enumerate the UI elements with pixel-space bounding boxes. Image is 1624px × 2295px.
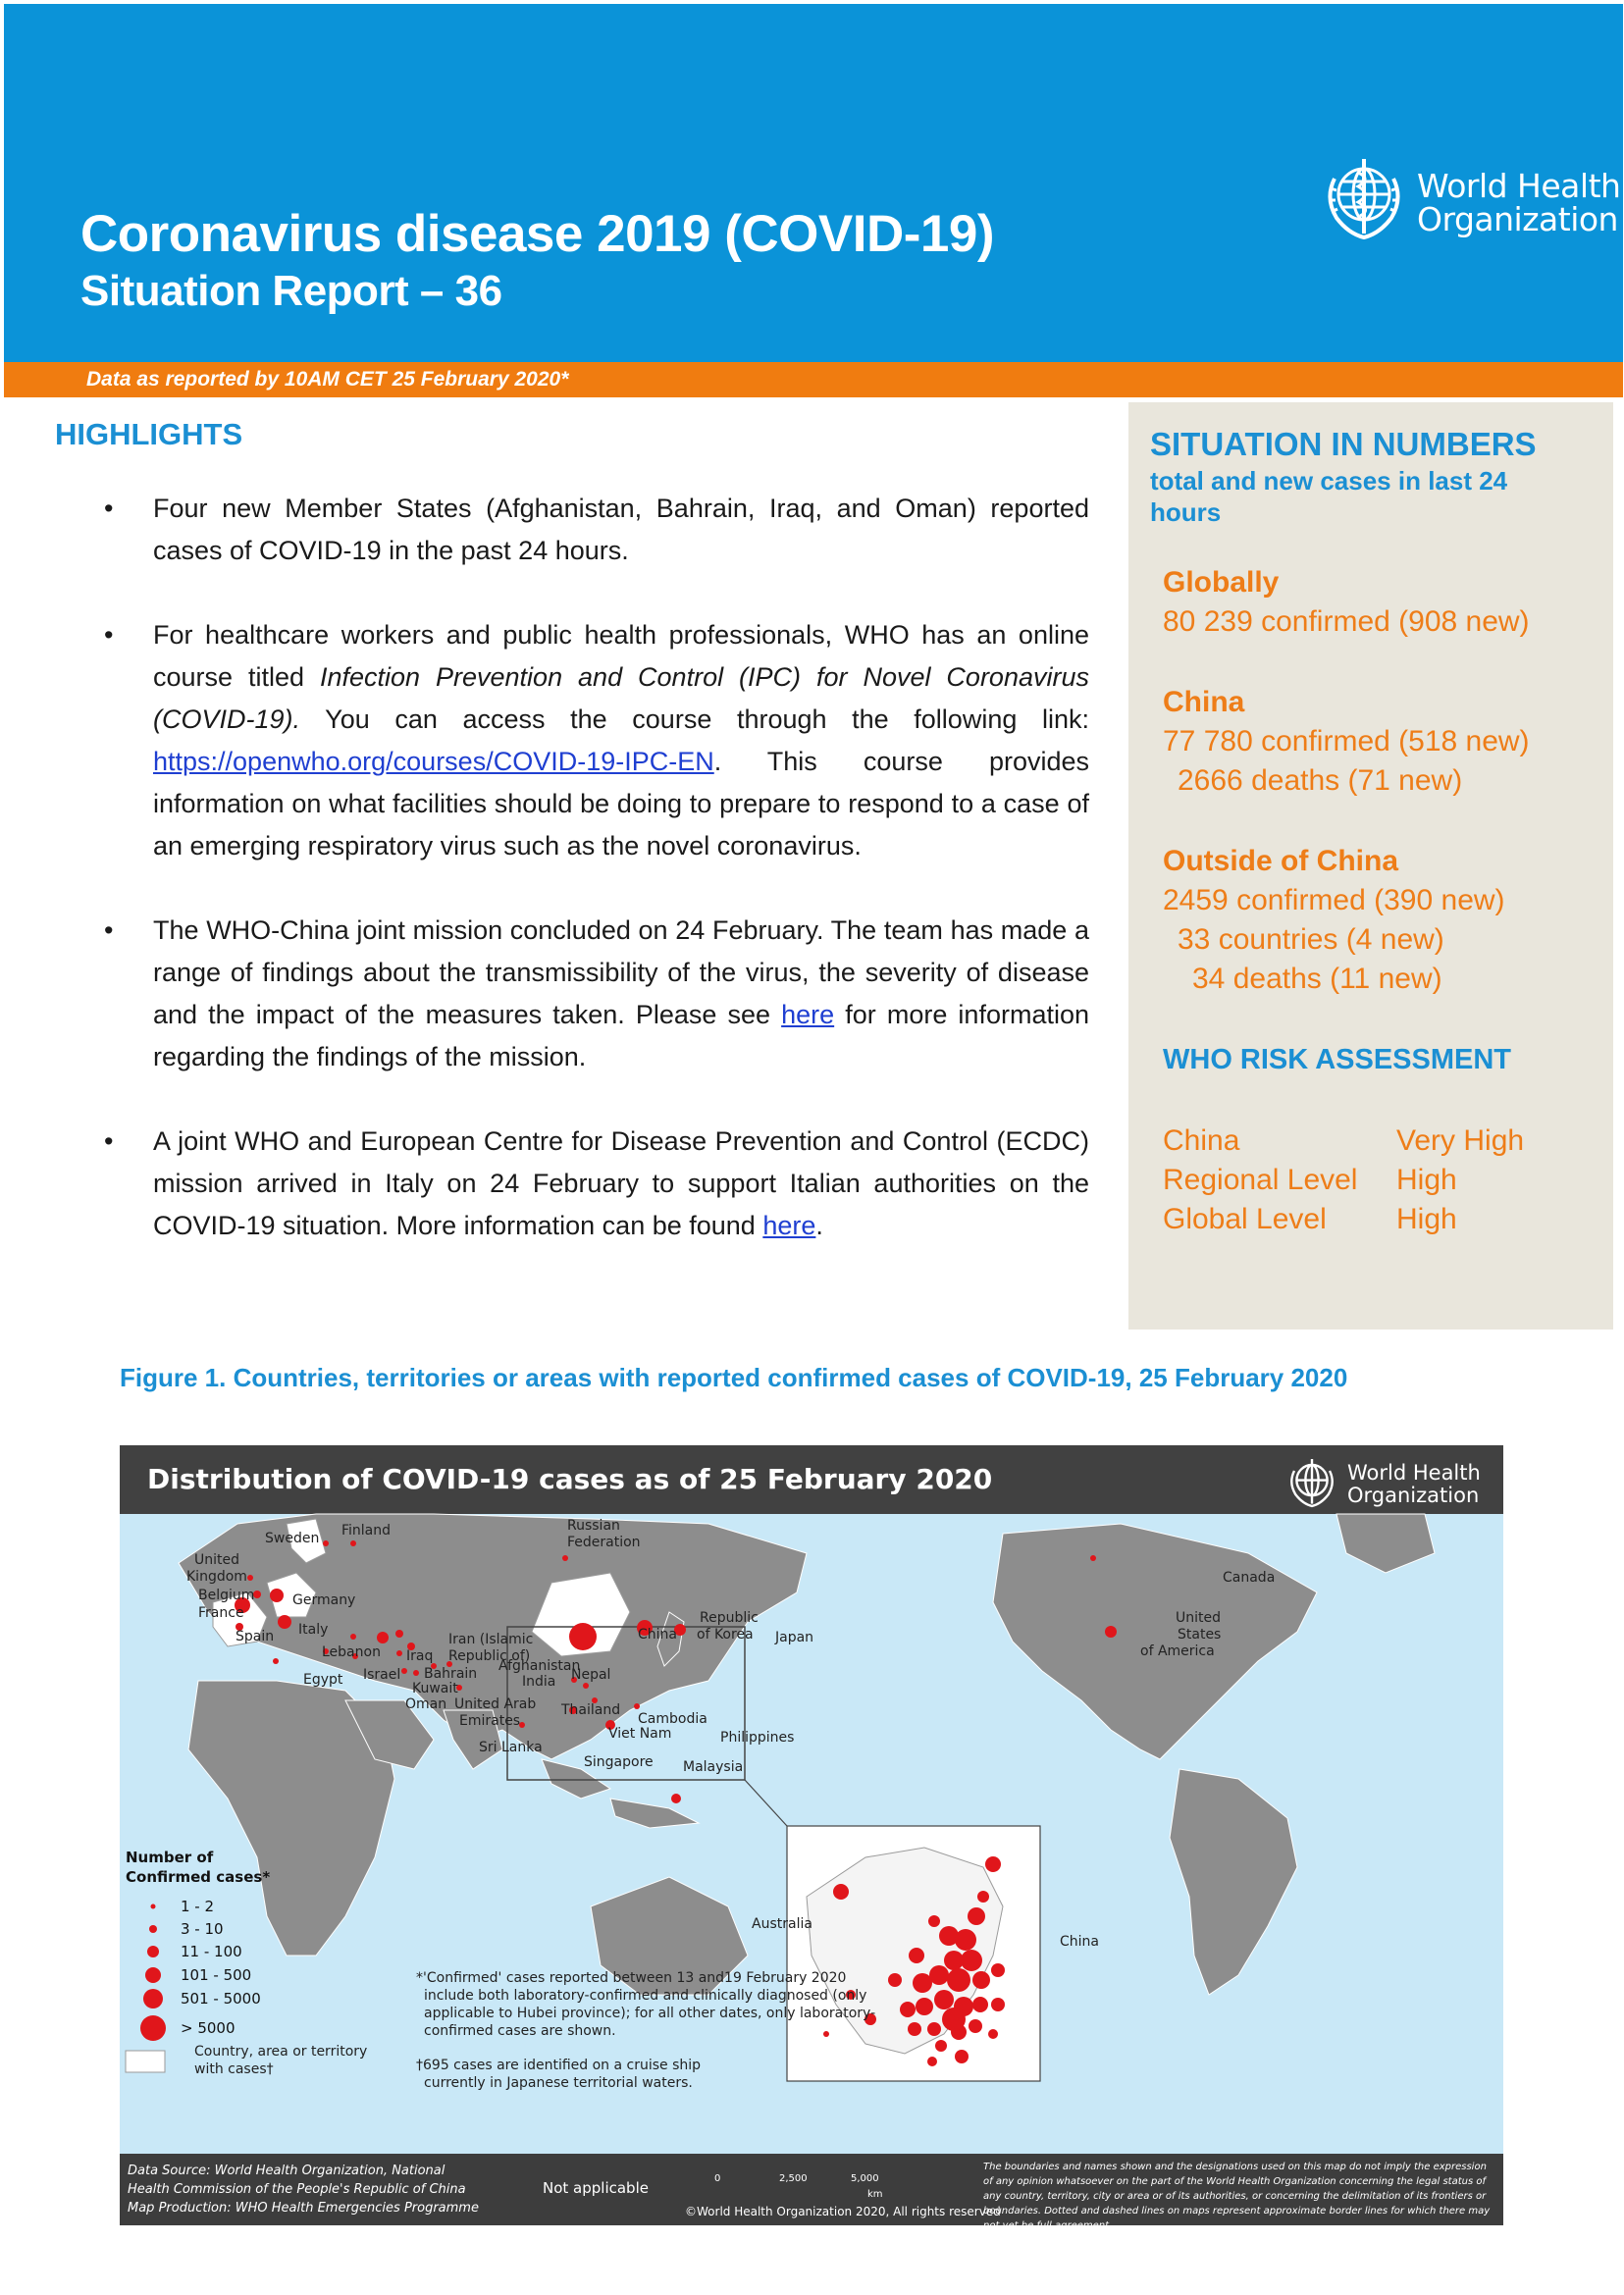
risk-level-global: Global Level [1163,1203,1327,1235]
legend-item-1-2: 1 - 2 [181,1898,215,1915]
label-russia-1: Russian [567,1518,620,1534]
label-lebanon: Lebanon [322,1644,381,1660]
legend-item-over-5000: > 5000 [181,2019,236,2037]
label-sweden: Sweden [265,1531,320,1546]
bullet-dot-icon: • [104,620,114,650]
label-cambodia: Cambodia [638,1711,707,1727]
note-line4: confirmed cases are shown. [424,2023,616,2039]
legend-title-line1: Number of [126,1849,214,1866]
legend-title [126,1848,270,1887]
label-korea-1: Republic [700,1610,759,1626]
risk-assessment-heading: WHO RISK ASSESSMENT [1163,1044,1512,1075]
highlight-text: Four new Member States (Afghanistan, Bahrain, Iraq, and Oman) reported cases of COVID-19 in the past 24 hours. [153,494,1089,565]
who-name-line1: World Health [1417,167,1621,205]
highlight-text: for more information regarding the findings of the mission. [153,1000,1089,1071]
legend-item-101-500: 101 - 500 [181,1966,252,1984]
italy-mission-link[interactable]: here [762,1211,816,1240]
map-title: Distribution of COVID-19 cases as of 25 February 2020 [147,1463,993,1495]
label-viet-nam: Viet Nam [608,1726,672,1742]
label-australia: Australia [752,1916,812,1932]
outside-confirmed: 2459 confirmed (390 new) [1163,884,1505,916]
label-usa-3: of America [1140,1643,1215,1659]
outside-deaths: 34 deaths (11 new) [1192,963,1442,995]
label-india: India [522,1674,556,1690]
map-disclaimer: The boundaries and names shown and the designations used on this map do not imply the expression of any opinion whatsoever on the part of the World Health Organization concerning the legal status of any country, territory, city or area or of its authorities, or concerning the delimitation of its frontiers or boundaries. Dotted and dashed lines on maps represent approximate border lines for which there may not yet be full agreement. [983,2162,1491,2231]
label-uk-1: United [194,1552,239,1568]
highlight-item [98,488,1089,572]
label-japan: Japan [775,1630,814,1645]
label-iran-1: Iran (Islamic [448,1632,534,1647]
course-title: Infection Prevention and Control (IPC) for Novel Coronavirus (COVID-19). [153,662,1089,734]
legend-item-11-100: 11 - 100 [181,1943,242,1960]
data-source-line2: Health Commission of the People's Republic of China [128,2182,466,2197]
label-canada: Canada [1223,1570,1276,1586]
label-iran-2: Republic of) [448,1648,531,1664]
globally-confirmed: 80 239 confirmed (908 new) [1163,605,1530,638]
label-inset-china: China [1060,1934,1099,1950]
note-line5: †695 cases are identified on a cruise ship [416,2058,702,2073]
label-belgium: Belgium [198,1588,255,1603]
note-line2: include both laboratory-confirmed and clinically diagnosed (only [424,1988,867,2004]
label-israel: Israel [363,1667,401,1683]
label-uk-2: Kingdom [186,1569,247,1585]
note-line3: applicable to Hubei province); for all other dates, only laboratory- [424,2006,876,2021]
highlight-text: A joint WHO and European Centre for Disease Prevention and Control (ECDC) mission arrived in Italy on 24 February to support Italian authorities on the COVID-19 situation. More information can be found [153,1126,1089,1240]
label-thailand: Thailand [561,1702,621,1718]
legend-item-501-5000: 501 - 5000 [181,1990,261,2008]
situation-heading: SITUATION IN NUMBERS [1150,426,1537,462]
china-label: China [1163,686,1245,718]
label-philippines: Philippines [720,1730,795,1746]
note-line1: *'Confirmed' cases reported between 13 and19 February 2020 [416,1970,847,1986]
highlight-item [98,1121,1089,1247]
legend-country-line1: Country, area or territory [194,2044,368,2060]
label-italy: Italy [298,1622,329,1638]
risk-value-global: High [1396,1203,1457,1235]
outside-countries: 33 countries (4 new) [1178,923,1444,956]
risk-level-regional: Regional Level [1163,1164,1358,1196]
data-source-line1: Data Source: World Health Organization, National [128,2164,445,2178]
copyright: ©World Health Organization 2020, All rights reserved [685,2205,1001,2218]
label-russia-2: Federation [567,1535,641,1550]
highlight-text: . This course provides information on what facilities should be doing to prepare to respond to a case of an emerging respiratory virus such as the novel coronavirus. [153,747,1089,861]
china-confirmed: 77 780 confirmed (518 new) [1163,725,1530,757]
not-applicable-label: Not applicable [543,2179,649,2197]
covid-distribution-map [120,1445,1503,2231]
report-title: Coronavirus disease 2019 (COVID-19) [80,205,994,263]
scale-label-5000: 5,000 [851,2173,879,2184]
data-source-line3: Map Production: WHO Health Emergencies Programme [128,2201,479,2216]
report-subtitle: Situation Report – 36 [80,267,502,315]
mission-findings-link[interactable]: here [781,1000,835,1029]
risk-value-china: Very High [1396,1124,1525,1157]
highlight-text: The WHO-China joint mission concluded on 24 February. The team has made a range of findings about the transmissibility of the virus, the severity of disease and the impact of the measures taken. Please see [153,915,1089,1029]
label-afghanistan: Afghanistan [498,1658,581,1674]
scale-label-2500: 2,500 [779,2173,808,2184]
situation-sidebar [1128,402,1613,1330]
note-line6: currently in Japanese territorial waters. [424,2075,693,2091]
course-link[interactable]: https://openwho.org/courses/COVID-19-IPC-EN [153,747,714,776]
risk-value-regional: High [1396,1164,1457,1196]
data-date-note: Data as reported by 10AM CET 25 February 2020* [86,368,569,391]
legend-item-3-10: 3 - 10 [181,1920,224,1938]
bullet-dot-icon: • [104,494,114,523]
risk-level-china: China [1163,1124,1240,1157]
label-france: France [198,1605,244,1621]
legend-title-line2: Confirmed cases* [126,1868,271,1886]
label-kuwait: Kuwait [412,1681,458,1696]
china-deaths: 2666 deaths (71 new) [1178,764,1463,797]
label-iraq: Iraq [406,1648,434,1664]
label-finland: Finland [341,1523,392,1539]
data-source [128,2162,479,2217]
figure-caption: Figure 1. Countries, territories or areas with reported confirmed cases of COVID-19, 25 February 2020 [120,1363,1348,1392]
label-uae-2: Emirates [459,1713,521,1729]
label-spain: Spain [236,1629,275,1644]
label-korea-2: of Korea [697,1627,754,1643]
highlights-list [98,488,1089,1289]
situation-subheading: total and new cases in last 24 hours [1150,466,1508,527]
globally-label: Globally [1163,566,1280,599]
label-uae-1: United Arab [454,1696,537,1712]
highlights-heading: HIGHLIGHTS [55,417,243,451]
bullet-dot-icon: • [104,1126,114,1156]
highlight-text: . [815,1211,823,1240]
map-who-line1: World Health [1347,1461,1481,1485]
label-egypt: Egypt [303,1672,343,1688]
highlight-item [98,910,1089,1078]
map-who-line2: Organization [1347,1484,1480,1507]
label-china: China [638,1627,677,1643]
highlight-text: You can access the course through the following link: [300,704,1089,734]
who-name-line2: Organization [1417,200,1618,238]
scale-label-0: 0 [714,2173,721,2184]
scale-unit: km [867,2189,883,2200]
label-singapore: Singapore [584,1754,654,1770]
bullet-dot-icon: • [104,915,114,945]
label-sri-lanka: Sri Lanka [479,1740,543,1755]
label-oman: Oman [405,1696,447,1712]
map-who-logo [1283,1453,1498,1512]
label-usa-1: United [1176,1610,1221,1626]
highlight-item [98,614,1089,867]
highlight-text: For healthcare workers and public health professionals, WHO has an online course titled [153,620,1089,692]
map-footer [120,2154,1503,2231]
label-germany: Germany [292,1592,356,1608]
world-map [120,1445,1503,2225]
label-bahrain: Bahrain [424,1666,478,1682]
who-emblem-icon [1283,1453,1341,1512]
label-nepal: Nepal [571,1667,611,1683]
legend-country-line2: with cases† [194,2061,274,2077]
label-usa-2: States [1178,1627,1222,1643]
outside-china-label: Outside of China [1163,845,1398,877]
data-date-band [4,362,1623,397]
label-malaysia: Malaysia [683,1759,744,1775]
who-emblem-icon [1315,149,1413,247]
who-logo [1315,149,1621,247]
